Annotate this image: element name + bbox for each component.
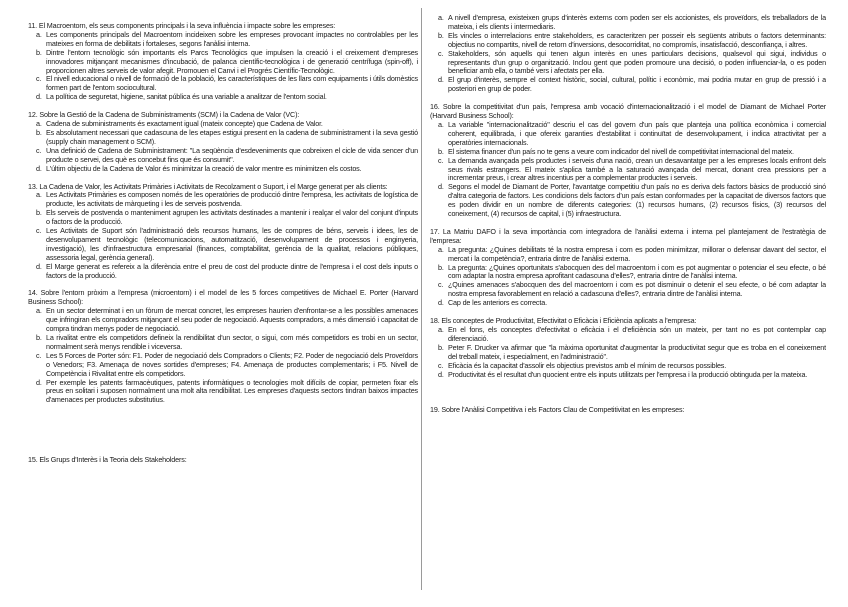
question-17 — [430, 228, 826, 308]
option-text: Les 5 Forces de Porter són: F1. Poder de negociació dels Compradors o Clients; F2. Poder de negociació dels Proveïdors o Venedors; F3. Amenaça de noves sortides d'empreses; F4. Amenaça de productes complementaris; i F5. Nivell de Competència i Rivalitat entre els competidors. — [46, 350, 418, 378]
option-text: Stakeholders, són aquells qui tenen algun interès en unes particulars decisions, qualsevol qui sigui, individus o representants d'un grup o organització. Inclou gent que poden promoure una decisió, o poden influenciar-la, o es poden beneficiar amb ella, o també vers i afectats per ella. — [448, 48, 826, 76]
option-text: Les Activitats Primàries es composen només de les operatòries de producció dintre l'empresa, les activitats de logística de producte, les activitats de màrqueting i les de serveis postvenda. — [46, 190, 418, 209]
question-title: 16. Sobre la competitivitat d'un país, l'empresa amb vocació d'internacionalització i el model de Diamant de Michael Porter (Harvard Business School): — [430, 102, 826, 121]
option-text: Per exemple les patents farmacèutiques, patents informàtiques o tecnologies molt difícils de copiar, permeten fixar els preus en solitari i suposen normalment una molt alta rendibilitat. Les empreses d'aquests sectors tindran baixos impactes d'amenaces per productes substitutius. — [46, 377, 418, 405]
right-column — [430, 14, 826, 599]
option — [430, 157, 826, 184]
option — [430, 183, 826, 219]
option-text: Eficàcia és la capacitat d'assolir els objectius previstos amb el mínim de recursos possibles. — [448, 360, 727, 370]
option — [430, 344, 826, 362]
option — [430, 121, 826, 148]
option-letter: b. — [36, 127, 42, 137]
option-list — [28, 120, 418, 173]
option-text: Dintre l'entorn tecnològic són importants els Parcs Tecnològics que impulsen la creació i el creixement d'empreses innovadores mitjançant mecanismes d'incubació, de palanca científic-tecnològica i de generació centrífuga (spin-off), i proporcionen altres serveis de valor afegit. Promouen el Canvi i el Progrés Científic-Tecnològic. — [46, 47, 418, 75]
left-column — [28, 22, 418, 607]
question-title: 17. La Matriu DAFO i la seva importància com integradora de l'anàlisi externa i interna pel plantejament de l'estratègia de l'empresa: — [430, 226, 826, 245]
option-letter: c. — [36, 350, 42, 360]
option-letter: c. — [438, 48, 444, 58]
option-list — [28, 191, 418, 280]
option-text: La política de seguretat, higiene, sanitat pública és una variable a analitzar de l'entorn social. — [46, 92, 327, 102]
question-title: 15. Els Grups d'Interès i la Teoria dels Stakeholders: — [28, 455, 187, 465]
option — [430, 76, 826, 94]
option-letter: b. — [36, 47, 42, 57]
question-13 — [28, 183, 418, 281]
option — [28, 129, 418, 147]
option-letter: c. — [438, 155, 444, 165]
option-text: Es absolutament necessari que cadascuna de les etapes estigui present en la cadena de subministrament i la seva gestió (supply chain management o SCM). — [46, 127, 418, 146]
option-text: Una definició de Cadena de Subministrament: "La seqüència d'esdeveniments que cobreixen el cicle de vida sencer d'un producte o servei, des què es concebut fins que és consumit". — [46, 145, 418, 164]
option-letter: d. — [36, 92, 42, 102]
option-text: La demanda avançada pels productes i serveis d'una nació, crean un desavantatge per a les empreses locals enfront dels seus rivals estrangers. El mateix s'aplica també a la saturació avançada del mercat, donant crea pressions per a incrementar preus, i crear altres incentius per a complementar productes i serveis. — [448, 155, 826, 183]
option-letter: b. — [438, 30, 444, 40]
question-18 — [430, 317, 826, 379]
option — [28, 93, 418, 102]
option-letter: a. — [36, 306, 42, 316]
option-letter: d. — [36, 163, 42, 173]
option-letter: d. — [438, 75, 444, 85]
option-text: L'últim objectiu de la Cadena de Valor és minimitzar la creació de valor mentre es minimitzen els costos. — [46, 163, 362, 173]
option-letter: d. — [438, 182, 444, 192]
option-text: La pregunta: ¿Quines oportunitats s'abocquen des del macroentorn i com es pot augmentar o potenciar el seu efecte, o bé com adaptar la nostra empresa aprofitant cadascuna d'elles?, entraria dintre de l'anàlisi interna. — [448, 262, 826, 281]
option-text: A nivell d'empresa, existeixen grups d'interès externs com poden ser els accionistes, els proveïdors, els treballadors de la mateixa, i els clients i intermediaris. — [448, 14, 826, 31]
question-14 — [28, 289, 418, 405]
question-15 — [28, 456, 418, 465]
option-text: Les Activitats de Suport són l'administració dels recursos humans, les de compres de béns, serveis i idees, les de desenvolupament tecnològic (telecomunicacions, automatització, desenvolupament de processos i enginyeria, investigació), les d'infraestructura empresarial (finances, comptabilitat, gerència de la qualitat, relacions públiques, assessoria legal, gerència general). — [46, 226, 418, 262]
question-title: 11. El Macroentorn, els seus components principals i la seva influència i impacte sobre les empreses: — [28, 22, 336, 30]
option-letter: c. — [438, 280, 444, 290]
question-12 — [28, 111, 418, 173]
option — [28, 191, 418, 209]
option-letter: a. — [438, 14, 444, 22]
option-text: Les components principals del Macroentorn incideixen sobre les empreses provocant impactes no controlables per les mateixes en forma de debilitats i fortaleses, segons l'anàlisi interna. — [46, 29, 418, 48]
option-letter: a. — [438, 244, 444, 254]
option-text: Cadena de subministraments és exactament igual (mateix concepte) que Cadena de Valor. — [46, 119, 323, 129]
option-text: En el fons, els conceptes d'efectivitat o eficàcia i el d'eficiència són un mateix, per tant no es pot contemplar cap diferenciació. — [448, 325, 826, 343]
question-15-continued — [430, 14, 826, 94]
option-letter: d. — [438, 298, 444, 308]
option-letter: d. — [438, 369, 444, 379]
option-letter: a. — [36, 190, 42, 200]
option — [28, 209, 418, 227]
option — [430, 32, 826, 50]
option-letter: d. — [36, 377, 42, 387]
option-text: Segons el model de Diamant de Porter, l'avantatge competitiu d'un país no es deriva dels factors bàsics de producció sinó d'altra categoria de factors. Les condicions dels factors d'un país estan conformades per la capacitat de diversos factors que es poden dividir en un nombre de diferents categories: (1) recursos humans, (2) recursos físics, (3) recursos del coneixement, (4) recursos de capital, i (5) infraestructura. — [448, 182, 826, 219]
option-text: Els vincles o interrelacions entre stakeholders, es caracteritzen per posseir els següents atributs o factors determinants: objectius no compartits, nivell de retorn d'inversions, desocorriditat, no compromís, insatisfacció, desconfiança, i altres. — [448, 30, 826, 49]
option — [28, 49, 418, 76]
option-letter: b. — [438, 262, 444, 272]
question-title: 18. Els conceptes de Productivitat, Efectivitat o Eficàcia i Eficiència aplicats a l'empresa: — [430, 316, 697, 326]
option — [430, 371, 826, 380]
option — [28, 334, 418, 352]
option — [430, 50, 826, 77]
question-16 — [430, 103, 826, 219]
option-letter: b. — [36, 333, 42, 342]
option — [28, 263, 418, 281]
option-text: Els serveis de postvenda o manteniment agrupen les activitats destinades a mantenir i realçar el valor del conjunt d'inputs o factors de la producció. — [46, 208, 418, 227]
option — [430, 299, 826, 308]
option — [430, 281, 826, 299]
option — [430, 14, 826, 32]
option — [28, 31, 418, 49]
option-letter: c. — [438, 360, 444, 370]
option-letter: a. — [36, 29, 42, 39]
option — [430, 264, 826, 282]
option-list — [28, 307, 418, 405]
option — [430, 246, 826, 264]
option-list — [430, 14, 826, 94]
question-title: 14. Sobre l'entorn pròxim a l'empresa (microentorn) i el model de les 5 forces competitives de Michael E. Porter (Harvard Business School): — [28, 288, 418, 307]
option-list — [430, 121, 826, 219]
option-text: ¿Quines amenaces s'abocquen des del macroentorn i com es pot disminuir o detenir el seu efecte, o bé com adaptar la nostra empresa favorablement en relació a cadascuna d'elles?, entraria dintre de l'anàlisi interna. — [448, 280, 826, 299]
option-letter: d. — [36, 261, 42, 271]
option-text: La rivalitat entre els competidors defineix la rendibilitat d'un sector, o sigui, com més competidors es trobi en un sector, normalment serà menys rendible i viceversa. — [46, 333, 418, 351]
question-19 — [430, 406, 826, 415]
option-text: Peter F. Drucker va afirmar que "la màxima oportunitat d'augmentar la productivitat segur que es troba en el coneixement del treball mateix, i especialment, en l'administració". — [448, 342, 826, 361]
column-divider — [421, 8, 422, 590]
option-letter: c. — [36, 74, 42, 84]
option-text: El grup d'interès, sempre el context històric, social, cultural, polític i econòmic, mai podria mutar en grup de pressió i a posteriori en grup de poder. — [448, 75, 826, 94]
option-letter: a. — [438, 119, 444, 129]
spacer — [28, 414, 418, 456]
option-text: El Marge generat es refereix a la diferència entre el preu de cost del producte dintre de l'empresa i el cost dels inputs o factors de la producció. — [46, 261, 418, 280]
option-letter: b. — [438, 146, 444, 156]
option — [28, 147, 418, 165]
question-title: 12. Sobre la Gestió de la Cadena de Subministraments (SCM) i la Cadena de Valor (VC): — [28, 110, 300, 120]
option — [28, 75, 418, 93]
question-title: 19. Sobre l'Anàlisi Competitiva i els Factors Clau de Competitivitat en les empreses: — [430, 405, 685, 415]
option — [430, 326, 826, 344]
option-letter: a. — [438, 325, 444, 334]
option-text: Cap de les anteriors es correcta. — [448, 298, 547, 308]
option-list — [28, 31, 418, 102]
option-letter: a. — [36, 119, 42, 129]
option-list — [430, 246, 826, 308]
option-letter: b. — [438, 342, 444, 352]
option-letter: b. — [36, 208, 42, 218]
option-list — [430, 326, 826, 379]
option-text: En un sector determinat i en un fòrum de mercat concret, les empreses haurien d'enfrontar-se a les possibles amenaces que infringiran els compradors mitjançant el seu poder de negociació. Aquests compradors, a més dimensió i capacitat de compra tindran menys poder de negociació. — [46, 306, 418, 334]
option-letter: c. — [36, 226, 42, 236]
option-text: El sistema financer d'un país no te gens a veure com indicador del nivell de competitivitat internacional del mateix. — [448, 146, 794, 156]
spacer — [430, 388, 826, 406]
option-text: La pregunta: ¿Quines debilitats té la nostra empresa i com es poden minimitzar, millorar o defensar davant del sector, el mercat i la competència?, entraria dintre de l'anàlisi externa. — [448, 244, 826, 263]
question-title: 13. La Cadena de Valor, les Activitats Primàries i Activitats de Recolzament o Suport, i el Marge generat per als clients: — [28, 181, 388, 191]
option-letter: c. — [36, 145, 42, 155]
option-text: Productivitat és el resultat d'un quocient entre els inputs utilitzats per l'empresa i la producció obtinguda per la mateixa. — [448, 369, 808, 379]
option — [28, 165, 418, 174]
option — [28, 227, 418, 263]
option — [28, 352, 418, 379]
option — [28, 307, 418, 334]
option-text: El nivell educacional o nivell de formació de la població, les característiques de les llars com equipaments i útils domèstics formen part de l'entorn sociocultural. — [46, 74, 418, 93]
option-text: La variable "internacionalització" descriu el cas del govern d'un país que planteja una política econòmica i comercial coherent, equilibrada, i que ofereix garanties d'estabilitat i continuïtat de desenvolupament, i indica atractivitat per a operatòries internacionals. — [448, 119, 826, 147]
option — [28, 379, 418, 406]
question-11 — [28, 22, 418, 102]
